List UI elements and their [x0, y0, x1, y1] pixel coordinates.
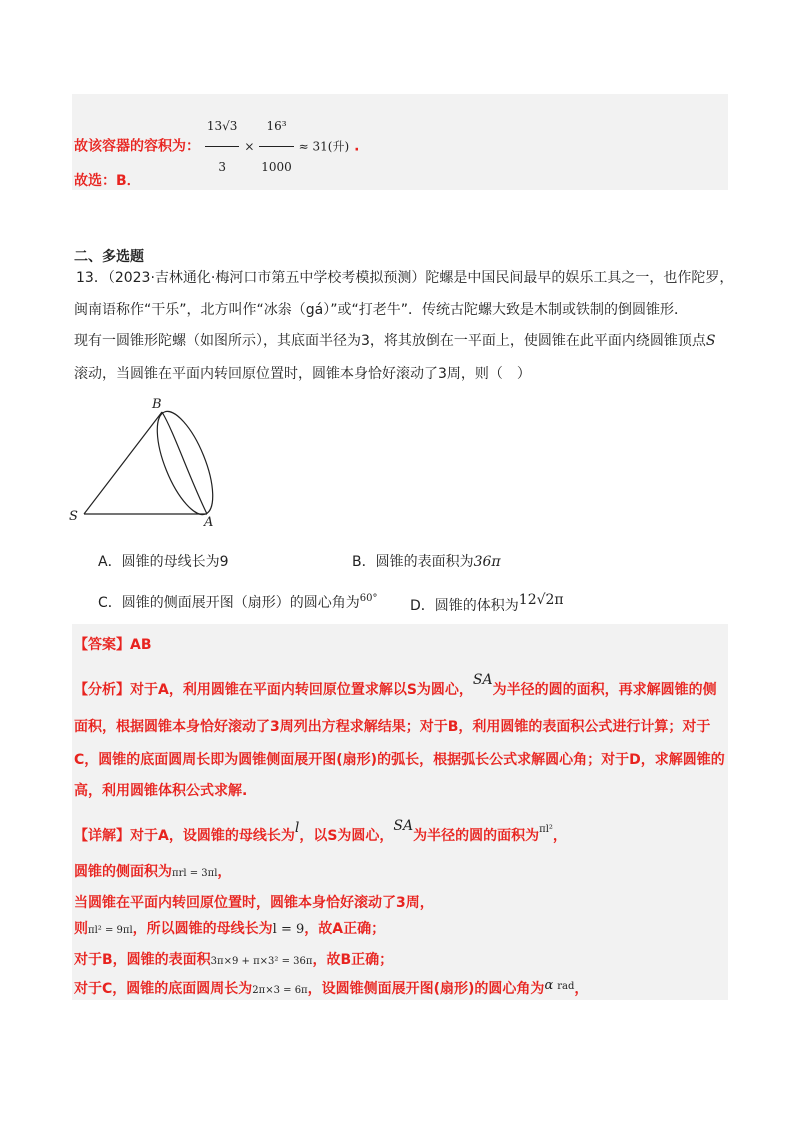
- detail-5a: 对于B，圆锥的表面积: [74, 952, 211, 968]
- fraction-2: [259, 106, 294, 187]
- option-d: [410, 592, 564, 615]
- cone-figure: [64, 392, 244, 532]
- detail-2a: 圆锥的侧面积为: [74, 864, 172, 880]
- detail-2-math: πrl = 3πl: [172, 868, 218, 879]
- question-line-3: [74, 330, 716, 350]
- option-b-text: B．圆锥的表面积为: [352, 554, 474, 570]
- fraction-2-denominator: 1000: [261, 160, 292, 174]
- question-line-2: 闽南语称作“干乐”，北方叫作“冰尜（gá）”或“打老牛”．传统古陀螺大致是木制或铁制的倒圆锥形．: [74, 302, 688, 318]
- analysis-var-sa: SA: [472, 672, 493, 688]
- detail-2b: ，: [217, 864, 232, 880]
- analysis-1b: 为半径的圆的面积，再求解圆锥的侧: [492, 682, 717, 698]
- question-line-4: 滚动，当圆锥在平面内转回原位置时，圆锥本身恰好滚动了3周，则（ ）: [74, 366, 531, 382]
- option-d-text: D．圆锥的体积为: [410, 598, 519, 614]
- fraction-1: [205, 106, 240, 187]
- option-c: [98, 592, 378, 612]
- fraction-1-numerator: 13√3: [205, 106, 240, 147]
- times-sign: ×: [244, 139, 255, 154]
- question-line-1: 13．（2023·吉林通化·梅河口市第五中学校考模拟预测）陀螺是中国民间最早的娱乐工具之一，也作陀罗，: [76, 270, 734, 286]
- section-heading: 二、多选题: [74, 249, 144, 265]
- detail-line-5: [74, 949, 393, 969]
- option-c-text: C．圆锥的侧面展开图（扇形）的圆心角为: [98, 595, 360, 611]
- label-b: B: [152, 397, 162, 412]
- analysis-line-1: [74, 672, 717, 699]
- option-b: [352, 551, 501, 571]
- approx-value: ≈ 31(升): [298, 139, 350, 154]
- detail-1c: 为半径的圆的面积为: [413, 828, 540, 844]
- analysis-line-4: 高，利用圆锥体积公式求解.: [74, 783, 248, 799]
- vertex-var-s: S: [705, 333, 716, 349]
- detail-line-6: [74, 978, 588, 998]
- answer-label: 【答案】AB: [74, 637, 152, 653]
- detail-var-sa: SA: [393, 818, 414, 834]
- option-d-math: 12√2π: [518, 592, 564, 608]
- base-inner-curve: [162, 412, 207, 514]
- detail-4-math-2: l = 9: [272, 922, 305, 937]
- analysis-line-2: 面积，根据圆锥本身恰好滚动了3周列出方程求解结果；对于B，利用圆锥的表面积公式进行计算；对于: [74, 719, 711, 735]
- detail-5b: ，故B正确；: [312, 952, 394, 968]
- option-c-math: 60°: [359, 593, 378, 604]
- label-s: S: [69, 509, 78, 524]
- detail-6c: ，: [574, 981, 589, 997]
- detail-1-math: πl²: [539, 824, 553, 835]
- period: .: [354, 138, 360, 155]
- option-b-math: 36π: [473, 554, 501, 570]
- capacity-label: 故该容器的容积为：: [74, 138, 200, 155]
- analysis-1a: 【分析】对于A，利用圆锥在平面内转回原位置求解以S为圆心，: [74, 682, 473, 698]
- fraction-2-numerator: 16³: [259, 106, 294, 147]
- detail-6b: ，设圆锥侧面展开图(扇形)的圆心角为: [307, 981, 545, 997]
- detail-1b: ，以S为圆心，: [299, 828, 394, 844]
- label-a: A: [204, 515, 214, 530]
- detail-5-math: 3π×9 + π×3² = 36π: [210, 956, 313, 967]
- detail-4c: ，故A正确；: [304, 921, 386, 937]
- detail-4b: ，所以圆锥的母线长为: [132, 921, 273, 937]
- detail-6-math: 2π×3 = 6π: [252, 985, 308, 996]
- detail-line-1: [74, 818, 567, 845]
- detail-6-alpha: α: [544, 978, 554, 993]
- detail-6-rad: rad: [557, 981, 575, 992]
- detail-line-4: [74, 918, 385, 938]
- question-line-3-text: 现有一圆锥形陀螺（如图所示），其底面半径为3，将其放倒在一平面上，使圆锥在此平面内绕圆锥顶点: [74, 333, 706, 349]
- detail-line-3: 当圆锥在平面内转回原位置时，圆锥本身恰好滚动了3周，: [74, 895, 434, 911]
- fraction-1-denominator: 3: [218, 160, 226, 174]
- detail-1d: ，: [552, 828, 567, 844]
- analysis-line-3: C，圆锥的底面圆周长即为圆锥侧面展开图(扇形)的弧长，根据弧长公式求解圆心角；对于D，求解圆锥的: [74, 752, 725, 768]
- choice-line: [74, 170, 141, 190]
- detail-4-math-1: πl² = 9πl: [88, 925, 133, 936]
- detail-var-l: l: [294, 820, 300, 836]
- slant-line-sb: [84, 412, 162, 514]
- choice-text: 故选：B．: [74, 173, 141, 189]
- detail-6a: 对于C，圆锥的底面圆周长为: [74, 981, 253, 997]
- option-a: A．圆锥的母线长为9: [98, 554, 229, 570]
- detail-1a: 【详解】对于A，设圆锥的母线长为: [74, 828, 295, 844]
- detail-line-2: [74, 861, 231, 881]
- detail-4a: 则: [74, 921, 88, 937]
